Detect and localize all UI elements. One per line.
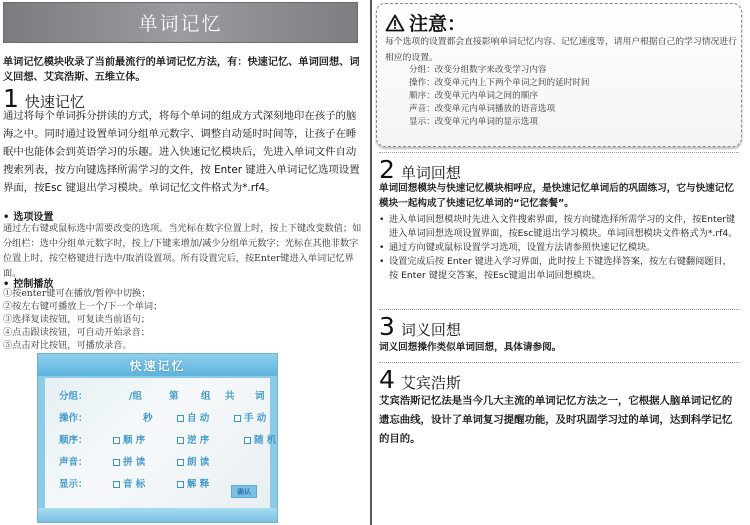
section-number: 4 (379, 365, 395, 394)
playback-item: ④点击跟读按钮，可自动开始录音； (3, 327, 150, 338)
group-label: 分组： (59, 391, 88, 402)
auto-checkbox[interactable]: 自 动 (177, 410, 209, 424)
section-separator (379, 309, 739, 310)
group-size-field[interactable]: /组 (129, 391, 142, 402)
section-title: 快速记忆 (24, 93, 85, 111)
explanation-checkbox[interactable]: 解 释 (177, 476, 209, 490)
notice-item: 顺序：改变单元内单词之间的顺序 (409, 91, 538, 101)
confirm-button[interactable]: 确认 (231, 485, 257, 498)
notice-item: 声音：改变单元内单词播放的语音选项 (409, 104, 556, 114)
checkbox-icon (177, 459, 184, 466)
read-aloud-checkbox[interactable]: 朗 读 (177, 454, 209, 468)
phonetic-checkbox[interactable]: 音 标 (113, 476, 145, 490)
notice-box (376, 3, 742, 147)
checkbox-icon (113, 481, 120, 488)
notice-items (409, 64, 589, 129)
checkbox-icon (113, 437, 120, 444)
playback-heading: • 控制播放 (3, 275, 53, 290)
playback-item: ①按enter键可在播放/暂停中切换； (3, 288, 151, 299)
section-4-heading (379, 365, 461, 394)
group-index-prefix: 第 (169, 391, 179, 402)
section-4-body: 艾宾浩斯记忆法是当今几大主流的单词记忆方法之一，它根据人脑单词记忆的遗忘曲线，设计了单词复习提醒功能，及时巩固学习过的单词，达到科学记忆的目的。 (379, 395, 733, 445)
right-page (373, 0, 750, 525)
sequential-checkbox[interactable]: 顺 序 (113, 432, 145, 446)
section-3-body: 词义回想操作类似单词回想，具体请参阅。 (379, 342, 562, 353)
section-3-heading (379, 312, 461, 341)
checkbox-icon (234, 415, 241, 422)
page-title: 单词记忆 (138, 13, 223, 35)
checkbox-icon (177, 415, 184, 422)
group-total-prefix: 共 (225, 391, 235, 402)
section-title: 单词回想 (400, 164, 461, 182)
dialog-title: 快速记忆 (129, 358, 186, 373)
operation-label: 操作： (59, 413, 88, 424)
section-number: 3 (379, 312, 395, 341)
dialog-footer (38, 508, 277, 522)
spell-checkbox[interactable]: 拼 读 (113, 454, 145, 468)
notice-title: 注意： (409, 13, 467, 35)
playback-item: ②按左右键可播放上一个/下一个单词； (3, 301, 163, 312)
section-title: 艾宾浩斯 (400, 374, 461, 392)
order-label: 顺序： (59, 435, 88, 446)
checkbox-icon (177, 481, 184, 488)
section-number: 1 (3, 84, 19, 113)
section-number: 2 (379, 155, 395, 184)
section-separator (379, 362, 739, 363)
bullet-item: • 通过方向键或鼠标设置学习选项，设置方法请参照快速记忆模块。 (379, 241, 741, 255)
sound-label: 声音： (59, 457, 88, 468)
quick-memory-dialog (37, 353, 278, 523)
page-title-band (3, 2, 358, 43)
options-heading: • 选项设置 (3, 208, 53, 223)
bullet-item: • 设置完成后按 Enter 键进入学习界面，此时按上下键选择答案，按左右键翻阅题目，按 Enter 键提交答案，按Esc键退出单词回想模块。 (379, 255, 741, 283)
display-label: 显示： (59, 479, 88, 490)
dialog-title-bar (38, 354, 277, 376)
checkbox-icon (244, 437, 251, 444)
delay-seconds-field[interactable]: 秒 (143, 413, 153, 424)
warning-icon (385, 14, 405, 32)
reverse-checkbox[interactable]: 逆 序 (177, 432, 209, 446)
dialog-body (45, 378, 277, 508)
playback-item: ⑤点击对比按钮，可播放录音。 (3, 340, 132, 351)
section-separator (379, 152, 739, 153)
section-2-bullets (379, 213, 741, 283)
group-total-suffix: 词 (255, 391, 265, 402)
section-2-body: 单词回想模块与快速记忆模块相呼应，是快速记忆单词后的巩固练习，它与快速记忆模块一起构成了快速记忆单词的“记忆套餐”。 (379, 183, 734, 209)
notice-item: 操作：改变单元内上下两个单词之间的延时时间 (409, 78, 590, 88)
section-2-heading (379, 155, 461, 184)
playback-item: ③选择复读按钮，可复读当前语句； (3, 314, 150, 325)
manual-checkbox[interactable]: 手 动 (234, 410, 266, 424)
notice-heading (385, 9, 466, 36)
notice-item: 分组：改变分组数字来改变学习内容 (409, 65, 547, 75)
notice-text: 每个选项的设置都会直接影响单词记忆内容、记忆速度等，请用户根据自己的学习情况进行相应的设置。 (385, 37, 737, 63)
random-checkbox[interactable]: 随 机 (244, 432, 276, 446)
section-title: 词义回想 (400, 321, 461, 339)
page-divider (370, 0, 372, 525)
checkbox-icon (177, 437, 184, 444)
playback-list (3, 287, 303, 352)
intro-text: 单词记忆模块收录了当前最流行的单词记忆方法，有：快速记忆、单词回想、词义回想、艾宾浩斯、五维立体。 (3, 57, 360, 83)
left-page (0, 0, 370, 525)
notice-item: 显示：改变单元内单词的显示选项 (409, 117, 538, 127)
checkbox-icon (113, 459, 120, 466)
group-index-suffix: 组 (201, 391, 211, 402)
bullet-item: • 进入单词回想模块时先进入文件搜索界面，按方向键选择所需学习的文件，按Enter键进入单词回想选项设置界面，按Esc键退出学习模块。单词回想模块文件格式为*.rf4。 (379, 213, 741, 241)
section-1-body: 通过将每个单词拆分拼读的方式，将每个单词的组成方式深刻地印在孩子的脑海之中。同时通过设置单词分组单元数字、调整自动延时时间等，让孩子在睡眠中也能体会到英语学习的乐趣。进入快速记忆模块后，先进入单词文件自动搜索列表，按方向键选择所需学习的文件，按 Enter 键进入单词记忆选项设置界面，按Esc 键退出学习模块。单词记忆文件格式为*.rf4。 (3, 110, 360, 194)
options-text: 通过左右键或鼠标选中需要改变的选项。当光标在数字位置上时，按上下键改变数值；如分组栏：选中分组单元数字时，按上/下键来增加/减少分组单元数字；光标在其他非数字位置上时，按空格键进行选中/取消设置项。所有设置完后，按Enter键进入单词记忆界面。 (3, 223, 362, 279)
